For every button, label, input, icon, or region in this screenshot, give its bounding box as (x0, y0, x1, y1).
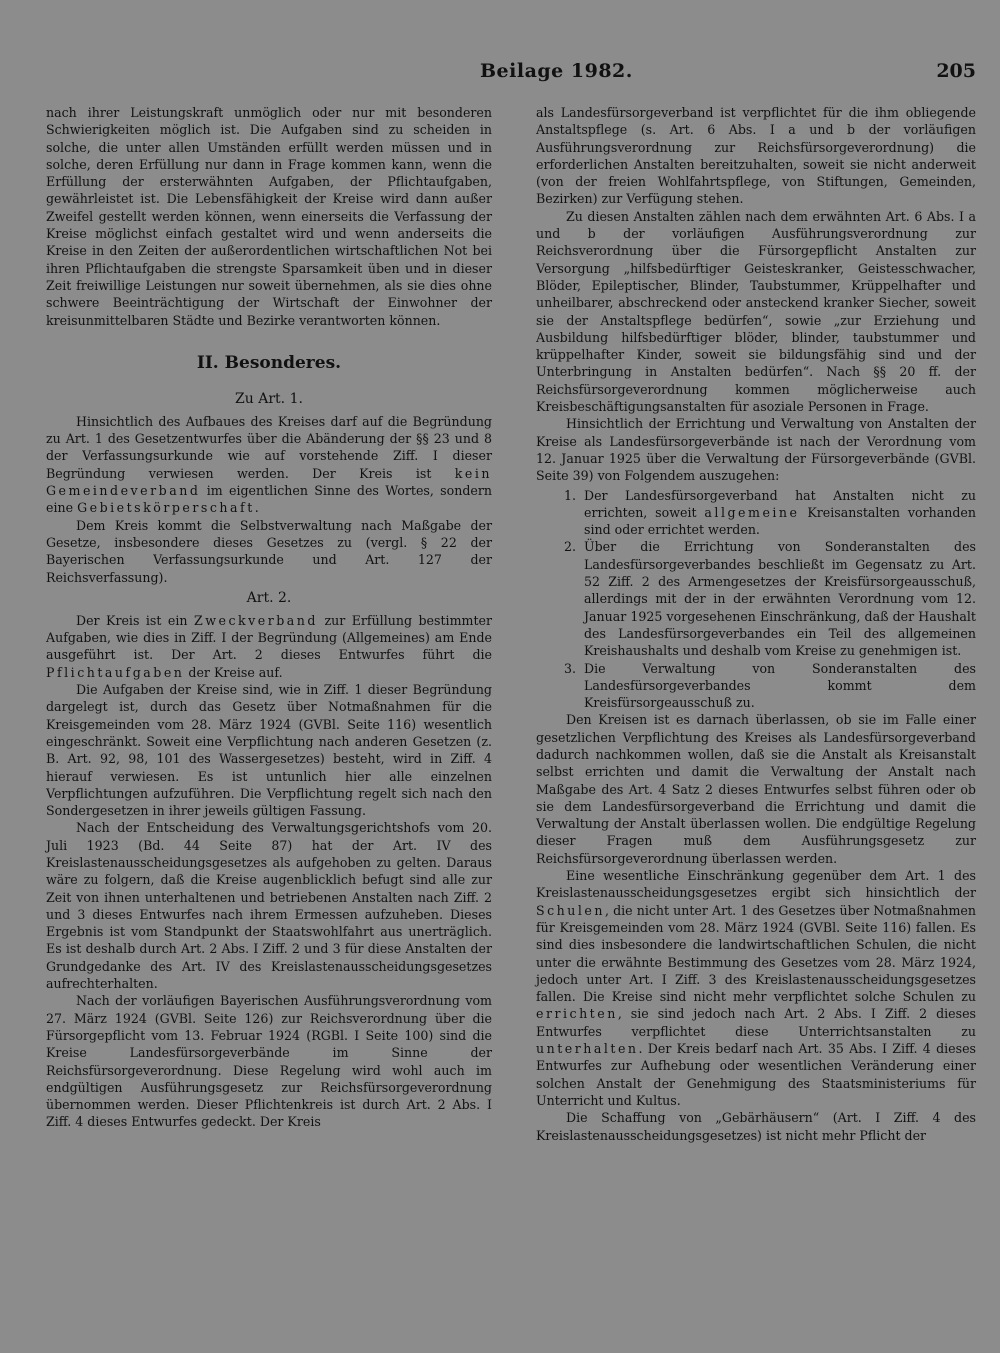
paragraph: Nach der Entscheidung des Verwaltungsgerichtshofs vom 20. Juli 1923 (Bd. 44 Seite 87) hat der Art. IV des Kreislastenausscheidungsgesetzes als aufgehoben zu gelten. Daraus wäre zu folgern, daß die Kreise augenblicklich befugt sind alle zur Zeit von ihnen unterhaltenen und betriebenen Anstalten nach Ziff. 2 und 3 dieses Entwurfes nach ihrem Ermessen aufzuheben. Dieses Ergebnis ist vom Standpunkt der Staatswohlfahrt aus unerträglich. Es ist deshalb durch Art. 2 Abs. I Ziff. 2 und 3 für diese Anstalten der Grundgedanke des Art. IV des Kreislastenausscheidungsgesetzes aufrechterhalten. (46, 820, 492, 992)
paragraph: Die Aufgaben der Kreise sind, wie in Ziff. 1 dieser Begründung dargelegt ist, durch das Gesetz über Notmaßnahmen für die Kreisgemeinden vom 28. März 1924 (GVBl. Seite 116) wesentlich eingeschränkt. Soweit eine Verpflichtung nach anderen Gesetzen (z. B. Art. 92, 98, 101 des Wassergesetzes) besteht, wird in Ziff. 4 hierauf verwiesen. Es ist untunlich hier alle einzelnen Verpflichtungen aufzuführen. Die Verpflichtung regelt sich nach den Sondergesetzen in ihrer jeweils gültigen Fassung. (46, 682, 492, 819)
emphasis-text: allgemeine (704, 504, 800, 520)
paragraph: Der Kreis ist ein Zweckverband zur Erfüllung bestimmter Aufgaben, wie dies in Ziff. I der Begründung (Allgemeines) am Ende ausgeführt ist. Der Art. 2 dieses Entwurfes führt die Pflichtaufgaben der Kreise auf. (46, 612, 492, 680)
paragraph: als Landesfürsorgeverband ist verpflichtet für die ihm obliegende Anstaltspflege (s. Art. 6 Abs. I a und b der vorläufigen Ausführungsverordnung zur Reichsfürsorgeverordnung) die erforderlichen Anstalten bereitzuhalten, soweit sie nicht anderweit (von der freien Wohlfahrtspflege, von Stiftungen, Gemeinden, Bezirken) zur Verfügung stehen. (536, 105, 976, 207)
paragraph: Eine wesentliche Einschränkung gegenüber dem Art. 1 des Kreislastenausscheidungsgesetzes ergibt sich hinsichtlich der Schulen, die nicht unter Art. 1 des Gesetzes über Notmaßnahmen für Kreisgemeinden vom 28. März 1924 (GVBl. Seite 116) fallen. Es sind dies insbesondere die landwirtschaftlichen Schulen, die nicht unter die erwähnte Bestimmung des Gesetzes vom 28. März 1924, jedoch unter Art. I Ziff. 3 des Kreislastenausscheidungsgesetzes fallen. Die Kreise sind nicht mehr verpflichtet solche Schulen zu errichten, sie sind jedoch nach Art. 2 Abs. I Ziff. 2 dieses Entwurfes verpflichtet diese Unterrichtsanstalten zu unterhalten. Der Kreis bedarf nach Art. 35 Abs. I Ziff. 4 dieses Entwurfes zur Aufhebung oder wesentlichen Veränderung einer solchen Anstalt der Genehmigung des Staatsministeriums für Unterricht und Kultus. (536, 868, 976, 1108)
page-header (30, 60, 976, 86)
article-1-heading: Zu Art. 1. (235, 390, 303, 407)
paragraph: Die Schaffung von „Gebärhäusern“ (Art. I Ziff. 4 des Kreislastenausscheidungsgesetzes) ist nicht mehr Pflicht der (536, 1110, 976, 1143)
paragraph: nach ihrer Leistungskraft unmöglich oder nur mit besonderen Schwierigkeiten möglich ist. Die Aufgaben sind zu scheiden in solche, die unter allen Umständen erfüllt werden müssen und in solche, deren Erfüllung nur dann in Frage kommen kann, wenn die Erfüllung der ersterwähnten Aufgaben, der Pflichtaufgaben, gewährleistet ist. Die Lebensfähigkeit der Kreise wird dann außer Zweifel gestellt werden können, wenn einerseits die Verfassung der Kreise möglichst einfach gestaltet wird und wenn anderseits die Kreise in den Zeiten der außerordentlichen wirtschaftlichen Not bei ihren Pflichtaufgaben die strengste Sparsamkeit üben und in dieser Zeit freiwillige Leistungen nur soweit übernehmen, als sie dies ohne schwere Beeinträchtigung der Wirtschaft der Einwohner der kreisunmittelbaren Städte und Bezirke verantworten können. (46, 105, 492, 328)
paragraph: Zu diesen Anstalten zählen nach dem erwähnten Art. 6 Abs. I a und b der vorläufigen Ausführungsverordnung zur Reichsverordnung über die Fürsorgepflicht Anstalten zur Versorgung „hilfsbedürftiger Geisteskranker, Geistesschwacher, Blöder, Epileptischer, Blinder, Taubstummer, Krüppelhafter und unheilbarer, abschreckend oder ansteckend kranker Siecher, soweit sie der Anstaltspflege bedürfen“, sowie „zur Erziehung und Ausbildung hilfsbedürftiger blöder, blinder, taubstummer und krüppelhafter Kinder, soweit sie bildungsfähig sind und der Unterbringung in Anstalten bedürfen“. Nach §§ 20 ff. der Reichsfürsorgeverordnung kommen möglicherweise auch Kreisbeschäftigungsanstalten für asoziale Personen in Frage. (536, 208, 976, 415)
emphasis-text: Schulen (536, 902, 605, 918)
paragraph: Dem Kreis kommt die Selbstverwaltung nach Maßgabe der Gesetze, insbesondere dieses Gesetzes zu (vergl. § 22 der Bayerischen Verfassungsurkunde und Art. 127 der Reichsverfassung). (46, 517, 492, 585)
emphasis-text: Gebietskörperschaft (77, 500, 255, 516)
paragraph: Nach der vorläufigen Bayerischen Ausführungsverordnung vom 27. März 1924 (GVBl. Seite 126) zur Reichsverordnung über die Fürsorgepflicht vom 13. Februar 1924 (RGBl. I Seite 100) sind die Kreise Landesfürsorgeverbände im Sinne der Reichsfürsorgeverordnung. Diese Regelung wird wohl auch im endgültigen Ausführungsgesetz zur Reichsfürsorgeverordnung übernommen werden. Dieser Pflichtenkreis ist durch Art. 2 Abs. I Ziff. 4 dieses Entwurfes gedeckt. Der Kreis (46, 993, 492, 1130)
emphasis-text: Zweckverband (193, 612, 318, 628)
section-title: II. Besonderes. (196, 352, 342, 373)
list-item: 3. Die Verwaltung von Sonderanstalten des Landesfürsorgeverbandes kommt dem Kreisfürsorgeausschuß zu. (580, 660, 976, 712)
header-title: Beilage 1982. (480, 60, 633, 82)
paragraph: Hinsichtlich der Errichtung und Verwaltung von Anstalten der Kreise als Landesfürsorgeverbände ist nach der Verordnung vom 12. Januar 1925 über die Verwaltung der Fürsorgeverbände (GVBl. Seite 39) von Folgendem auszugehen: (536, 416, 976, 484)
list-item: 1. Der Landesfürsorgeverband hat Anstalten nicht zu errichten, soweit allgemeine Kreisanstalten vorhanden sind oder errichtet werden. (580, 487, 976, 539)
article-2-heading: Art. 2. (246, 589, 292, 606)
numbered-list (536, 487, 976, 712)
right-column (536, 104, 976, 1144)
emphasis-text: unterhalten (536, 1041, 639, 1057)
left-column (46, 104, 492, 1131)
emphasis-text: kein Gemeindeverband (46, 465, 492, 499)
paragraph: Den Kreisen ist es darnach überlassen, ob sie im Falle einer gesetzlichen Verpflichtung des Kreises als Landesfürsorgeverband dadurch nachkommen wollen, daß sie die Anstalt als Kreisanstalt selbst errichten und damit die Verwaltung der Anstalt nach Maßgabe des Art. 4 Satz 2 dieses Entwurfes selbst führen oder ob sie dem Landesfürsorgeverband die Errichtung und damit die Verwaltung der Anstalt überlassen wollen. Die endgültige Regelung dieser Fragen muß dem Ausführungsgesetz zur Reichsfürsorgeverordnung überlassen werden. (536, 712, 976, 866)
paragraph: Hinsichtlich des Aufbaues des Kreises darf auf die Begründung zu Art. 1 des Gesetzentwurfes über die Abänderung der §§ 23 und 8 der Verfassungsurkunde wie auf vorstehende Ziff. I dieser Begründung verwiesen werden. Der Kreis ist kein Gemeindeverband im eigentlichen Sinne des Wortes, sondern eine Gebietskörperschaft. (46, 413, 492, 516)
list-item: 2. Über die Errichtung von Sonderanstalten des Landesfürsorgeverbandes beschließt im Gegensatz zu Art. 52 Ziff. 2 des Armengesetzes der Kreisfürsorgeausschuß, allerdings mit der in der erwähnten Verordnung vom 12. Januar 1925 vorgesehenen Einschränkung, daß der Haushalt des Landesfürsorgeverbandes ein Teil des allgemeinen Kreishaushalts und deshalb vom Kreise zu genehmigen ist. (580, 538, 976, 659)
emphasis-text: errichten (536, 1006, 618, 1022)
page-number: 205 (936, 60, 976, 82)
emphasis-text: Pflichtaufgaben (46, 664, 185, 680)
